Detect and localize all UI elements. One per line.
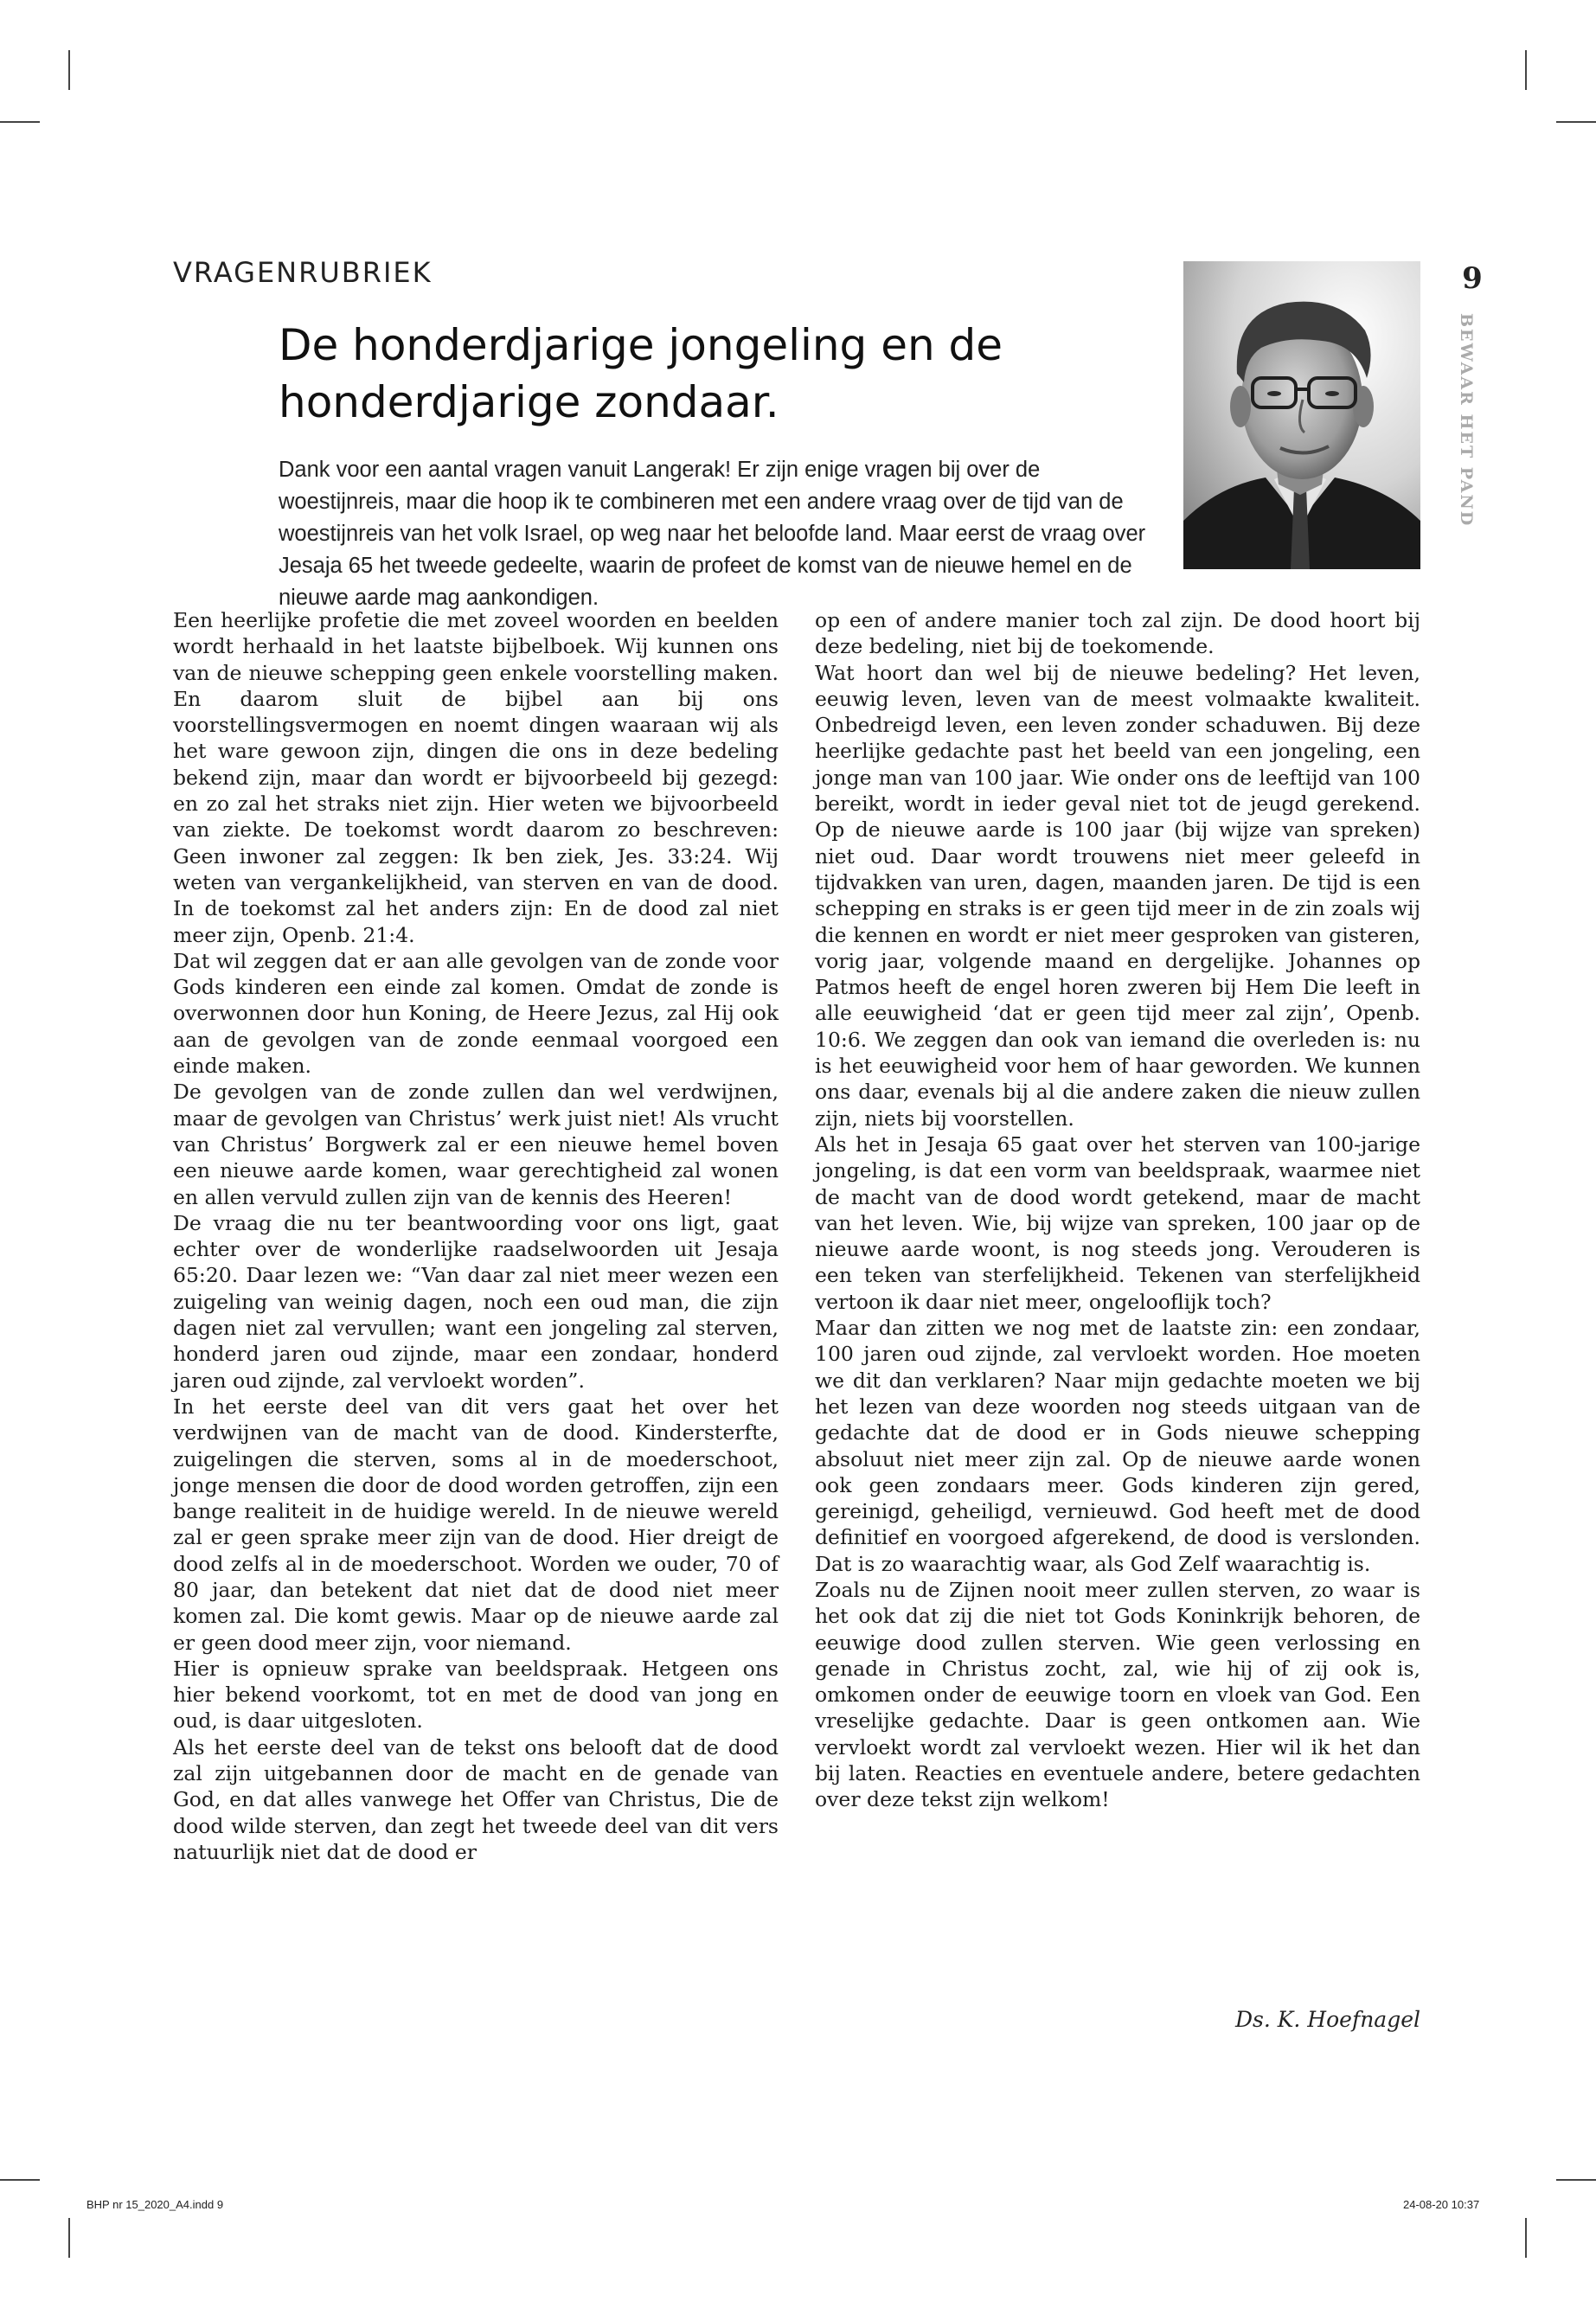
paragraph: De gevolgen van de zonde zullen dan wel verdwijnen, maar de gevolgen van Christus’ werk juist niet! Als vrucht van Christus’ Borgwerk zal er een nieuwe hemel boven een nieuwe aarde komen, waar gerechtigheid zal wonen en allen vervuld zullen zijn van de kennis des Heeren!	[173, 1080, 779, 1209]
paragraph: op een of andere manier toch zal zijn. De dood hoort bij deze bedeling, niet bij de toekomende.	[815, 608, 1420, 659]
paragraph: Een heerlijke profetie die met zoveel woorden en beelden wordt herhaald in het laatste bijbelboek. Wij kunnen ons van de nieuwe schepping geen enkele voorstelling maken. En daarom sluit de bijbel aan bij ons voorstellingsvermogen en noemt dingen waaraan wij als het ware gewoon zijn, dingen die ons in deze bedeling bekend zijn, maar dan wordt er bijvoorbeeld bij gezegd: en zo zal het straks niet zijn. Hier weten we bijvoorbeeld van ziekte. De toekomst wordt daarom zo beschreven: Geen inwoner zal zeggen: Ik ben ziek, Jes. 33:24. Wij weten van vergankelijkheid, van sterven en van de dood. In de toekomst zal het anders zijn: En de dood zal niet meer zijn, Openb. 21:4.	[173, 608, 779, 947]
paragraph: Als het in Jesaja 65 gaat over het sterven van 100-jarige jongeling, is dat een vorm van beeldspraak, waarmee niet de macht van de dood wordt getekend, maar de macht van het leven. Wie, bij wijze van spreken, 100 jaar op de nieuwe aarde woont, is nog steeds jong. Verouderen is een teken van sterfelijkheid. Tekenen van sterfelijkheid vertoon ik daar niet meer, ongelooflijk toch?	[815, 1131, 1420, 1314]
paragraph: Hier is opnieuw sprake van beeldspraak. Hetgeen ons hier bekend voorkomt, tot en met de dood van jong en oud, is daar uitgesloten.	[173, 1656, 779, 1734]
paragraph: In het eerste deel van dit vers gaat het over het verdwijnen van de macht van de dood. Kindersterfte, zuigelingen die sterven, soms al in de moederschoot, jonge mensen die door de dood worden getroffen, zijn een bange realiteit in de huidige wereld. In de nieuwe wereld zal er geen sprake meer zijn van de dood. Hier dreigt de dood zelfs al in de moederschoot. Worden we ouder, 70 of 80 jaar, dan betekent dat niet dat de dood niet meer komen zal. Die komt gewis. Maar op de nieuwe aarde zal er geen dood meer zijn, voor niemand.	[173, 1394, 779, 1655]
paragraph: Als het eerste deel van de tekst ons belooft dat de dood zal zijn uitgebannen door de macht en de genade van God, en dat alles vanwege het Offer van Christus, Die de dood wilde sterven, dan zegt het tweede deel van dit vers natuurlijk niet dat de dood er	[173, 1734, 779, 1864]
title-line-1: De honderdjarige jongeling en de	[279, 320, 1003, 370]
print-slug-date: 24-08-20 10:37	[1403, 2198, 1480, 2211]
paragraph: Wat hoort dan wel bij de nieuwe bedeling? Het leven, eeuwig leven, leven van de meest volmaakte kwaliteit. Onbedreigd leven, een leven zonder schaduwen. Bij deze heerlijke gedachte past het beeld van een jongeling, een jonge man van 100 jaar. Wie onder ons de leeftijd van 100 bereikt, wordt in ieder geval niet tot de jeugd gerekend. Op de nieuwe aarde is 100 jaar (bij wijze van spreken) niet oud. Daar wordt trouwens niet meer geleefd in tijdvakken van uren, dagen, maanden jaren. De tijd is een schepping en straks is er geen tijd meer in de zin zoals wij die kennen en wordt er niet meer gesproken van gisteren, vorig jaar, volgende maand en dergelijke. Johannes op Patmos heeft de engel horen zweren bij Hem Die leeft in alle eeuwigheid ‘dat er geen tijd meer zal zijn’, Openb. 10:6. We zeggen dan ook van iemand die overleden is: nu is het eeuwigheid voor hem of haar geworden. We kunnen ons daar, evenals bij al die andere zaken die nieuw zullen zijn, niets bij voorstellen.	[815, 660, 1420, 1131]
article-column-left	[173, 607, 779, 1865]
paragraph: De vraag die nu ter beantwoording voor ons ligt, gaat echter over de wonderlijke raadselwoorden uit Jesaja 65:20. Daar lezen we: “Van daar zal niet meer wezen een zuigeling van weinig dagen, noch een oud man, die zijn dagen niet zal vervullen; want een jongeling zal sterven, honderd jaren oud zijnde, maar een zondaar, honderd jaren oud zijnde, zal vervloekt worden”.	[173, 1210, 779, 1393]
crop-mark	[1556, 2179, 1596, 2181]
author-signature: Ds. K. Hoefnagel	[1234, 2007, 1420, 2032]
paragraph: Maar dan zitten we nog met de laatste zin: een zondaar, 100 jaren oud zijnde, zal vervloekt worden. Hoe moeten we dit dan verklaren? Naar mijn gedachte moeten we bij het lezen van deze woorden nog steeds uitgaan van de gedachte dat de dood er in Gods nieuwe schepping absoluut niet meer zijn zal. Op de nieuwe aarde wonen ook geen zondaars meer. Gods kinderen zijn gered, gereinigd, geheiligd, vernieuwd. God heeft met de dood definitief en voorgoed afgerekend, de dood is verslonden. Dat is zo waarachtig waar, als God Zelf waarachtig is.	[815, 1316, 1420, 1576]
crop-mark	[68, 50, 70, 90]
page-number: 9	[1462, 261, 1483, 296]
crop-mark	[0, 121, 40, 123]
print-slug-filename: BHP nr 15_2020_A4.indd 9	[87, 2198, 224, 2211]
crop-mark	[1525, 50, 1527, 90]
section-label: VRAGENRUBRIEK	[173, 256, 433, 289]
article-intro: Dank voor een aantal vragen vanuit Langerak! Er zijn enige vragen bij over de woestijnreis, maar die hoop ik te combineren met een andere vraag over de tijd van de woestijnreis van het volk Israel, op weg naar het beloofde land. Maar eerst de vraag over Jesaja 65 het tweede gedeelte, waarin de profeet de komst van de nieuwe hemel en de nieuwe aarde mag aankondigen.	[279, 458, 1146, 610]
author-portrait-icon	[1183, 261, 1420, 569]
article-column-right	[815, 607, 1420, 1813]
running-head-vertical: BEWAAR HET PAND	[1457, 313, 1476, 528]
title-line-2: honderdjarige zondaar.	[279, 377, 779, 427]
crop-mark	[68, 2218, 70, 2258]
paragraph: Zoals nu de Zijnen nooit meer zullen sterven, zo waar is het ook dat zij die niet tot Gods Koninkrijk behoren, de eeuwige dood zullen sterven. Wie geen verlossing en genade in Christus zocht, zal, wie hij of zij ook is, omkomen onder de eeuwige toorn en vloek van God. Een vreselijke gedachte. Daar is geen ontkomen aan. Wie vervloekt wordt zal vervloekt wezen. Hier wil ik het dan bij laten. Reacties en eventuele andere, betere gedachten over deze tekst zijn welkom!	[815, 1577, 1420, 1812]
article-title	[279, 317, 1144, 431]
paragraph: Dat wil zeggen dat er aan alle gevolgen van de zonde voor Gods kinderen een einde zal komen. Omdat de zonde is overwonnen door hun Koning, de Heere Jezus, zal Hij ook aan de gevolgen van de zonde eenmaal voorgoed een einde maken.	[173, 948, 779, 1079]
crop-mark	[1556, 121, 1596, 123]
crop-mark	[1525, 2218, 1527, 2258]
crop-mark	[0, 2179, 40, 2181]
